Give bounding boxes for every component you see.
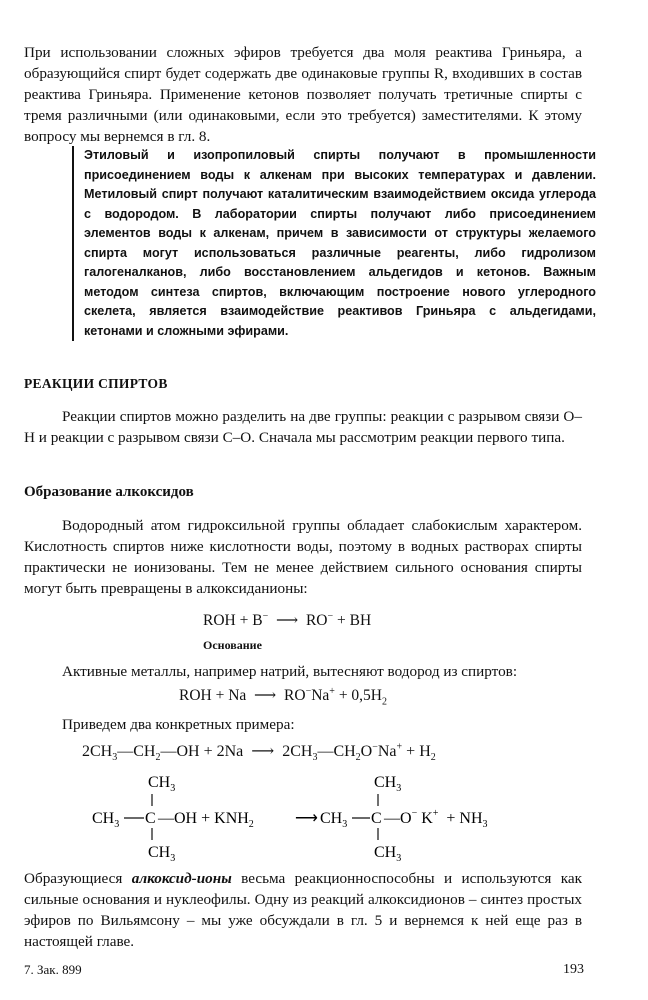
eq1-left-charge: − (262, 611, 269, 622)
eq1-right-charge: − (327, 611, 334, 622)
eq2-cation-charge: + (329, 686, 335, 697)
eq3-t5: —CH (317, 743, 356, 760)
eq3-s5: 2 (355, 752, 361, 764)
equation-tert-butanol (80, 768, 540, 864)
eq3-t1: 2CH (82, 743, 113, 760)
eq3-s8: 2 (430, 752, 436, 764)
eq3-c7: + (396, 741, 403, 753)
summary-box (72, 146, 596, 341)
alkoxide-potassium: —O− $K^+ + NH_3$ (384, 808, 488, 830)
subheading-alkoxides: Образование алкоксидов (24, 484, 194, 500)
right-methyl: $CH_3$ (320, 810, 348, 830)
bottom-methyl-left: $CH_3$ (148, 844, 176, 864)
reaction-arrow-icon: ⟶ (295, 810, 318, 827)
metals-paragraph (24, 661, 582, 682)
alkoxides-paragraph (24, 515, 582, 599)
eq1-right: RO (305, 612, 328, 630)
eq2-cation: Na (311, 687, 330, 705)
eq2-right-charge: − (305, 686, 312, 697)
page-number: 193 (563, 962, 584, 977)
oh-knh2: —OH + $KNH_2$ (158, 810, 254, 830)
top-methyl-left: $CH_3$ (148, 774, 176, 794)
eq3-t4: 2CH (282, 743, 313, 760)
eq2-left: ROH + Na (179, 687, 247, 705)
eq3-t3: —OH + 2Na (160, 743, 244, 760)
reactions-text: Реакции спиртов можно разделить на две группы: реакции с разрывом связи О–Н и реакции с разрывом связи С–О. Сначала мы рассмотрим реакции первого типа. (24, 408, 582, 446)
eq1-left: ROH + B (203, 612, 263, 630)
bottom-methyl-right: $CH_3$ (374, 844, 402, 864)
eq3-t2: —CH (117, 743, 156, 760)
eq2-right: RO (284, 687, 306, 705)
eq2-tail: + 0,5H (334, 687, 382, 705)
equation-sodium (179, 686, 387, 707)
top-methyl-right: $CH_3$ (374, 774, 402, 794)
equation-base (203, 611, 371, 630)
alkoxide-term: алкоксид-ионы (131, 870, 232, 887)
footer-imprint: 7. Зак. 899 (24, 962, 82, 977)
eq3-c6: − (372, 741, 378, 753)
reaction-arrow-icon: ⟶ (272, 612, 303, 630)
central-carbon-right: C (371, 810, 382, 827)
alkoxides-text: Водородный атом гидроксильной группы обладает слабокислым характером. Кислотность спиртов ниже кислотности воды, поэтому в водных растворах спирты практически не ионизованы. Тем не менее действием сильного основания спирты могут быть превращены в алкоксиданионы: (24, 517, 582, 597)
examples-text: Приведем два конкретных примера: (62, 716, 295, 733)
closing-text: Образующиеся алкоксид-ионы весьма реакционноспособны и используются как сильные основания и нуклеофилы. Одну из реакций алкоксидионов – синтез простых эфиров по Вильямсону – мы уже обсуждали в гл. 5 и вернемся к ней еще раз в настоящей главе. (24, 870, 583, 950)
closing-paragraph (24, 868, 582, 952)
eq3-s4: 3 (312, 752, 318, 764)
intro-text: При использовании сложных эфиров требуется два моля реактива Гриньяра, а образующийся спирт будет содержать две одинаковые группы R, входивших в состав реактива Гриньяра. Применение кетонов позволяет получать третичные спирты с тремя различными (или одинаковыми, если это требуется) заместителями. К этому вопросу мы вернемся в гл. 8. (24, 44, 582, 145)
metals-text: Активные металлы, например натрий, вытесняют водород из спиртов: (62, 663, 518, 680)
reaction-arrow-icon: ⟶ (247, 743, 279, 760)
reaction-arrow-icon: ⟶ (250, 687, 281, 705)
base-label: Основание (203, 638, 262, 652)
left-methyl: $CH_3$ (92, 810, 120, 830)
eq3-s2: 2 (155, 752, 161, 764)
intro-paragraph (24, 42, 582, 147)
eq3-s1: 3 (112, 752, 118, 764)
eq1-right-tail: + BH (333, 612, 372, 630)
eq3-t8: + H (402, 743, 431, 760)
examples-paragraph (24, 714, 582, 735)
eq3-t6: O (360, 743, 373, 760)
summary-text: Этиловый и изопропиловый спирты получают в промышленности присоединением воды к алкенам при высоких температурах и давлении. Метиловый спирт получают каталитическим взаимодействием оксида углерода с водородом. В лаборатории спирты получают либо присоединением элементов воды к алкенам, причем в зависимости от структуры желаемого спирта могут использоваться различные реагенты, либо гидролизом галогеналканов, либо восстановлением альдегидов и кетонов. Важным методом синтеза спиртов, включающим построение нового углеродного скелета, является взаимодействие реактивов Гриньяра с альдегидами, кетонами и сложными эфирами. (84, 148, 596, 338)
eq3-t7: Na (377, 743, 397, 760)
equation-ethanol (82, 741, 436, 763)
eq2-tail-sub: 2 (382, 696, 387, 708)
reactions-paragraph (24, 406, 582, 448)
central-carbon-left: C (145, 810, 156, 827)
section-heading-reactions: РЕАКЦИИ СПИРТОВ (24, 376, 168, 391)
